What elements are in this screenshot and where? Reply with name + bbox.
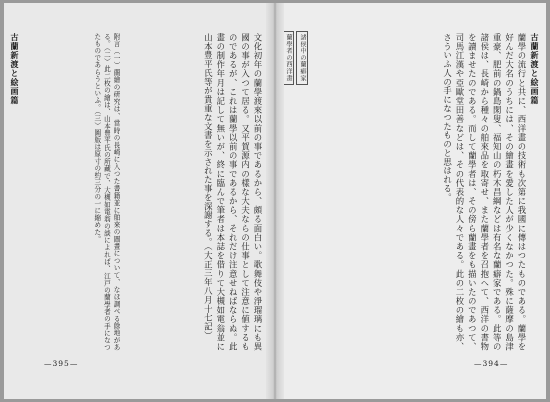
- page-number-right: —394—: [474, 359, 509, 368]
- book-gutter: [266, 3, 284, 399]
- left-body-text: [130, 33, 264, 351]
- running-head-left: 古蘭新渡と絵画篇: [10, 33, 20, 105]
- footnotes: [24, 33, 120, 351]
- sidenote-lords: 諸侯中の蘭癖家: [296, 31, 308, 85]
- right-body-paragraph: 蘭學の流行と共に、西洋畫の技術も次第に我國に傳はつたものである。蘭學を好んだ大名のうちには、その繪畫を愛した人が少くなかつた。殊に薩摩の島津重豪、肥前の鍋島閑叟、福知山の朽木昌綱などは有名な蘭癖家である。此等の諸侯は、長崎から種々の舶來品を取寄せ、また蘭學者を召抱へて、西洋の書物を讀ませたのである。而して蘭學者は、その傍ら蘭畫をも描いたのであつて、司馬江漢や亞歐堂田善などは、その代表的な人々である。此の二枚の繪も亦、さういふ人の手になつたものと思はれる。: [442, 33, 527, 351]
- right-page: [276, 3, 546, 399]
- running-head-right: 古蘭新渡と絵画篇: [530, 33, 540, 105]
- left-body-paragraph: 文化初年の蘭學渡來以前の事であるから、頗る面白い。歌舞伎や淨瑠璃にも異國の事が入つて居る。又平賀源内の樣な大夫ならの仕事として注意に値するものであるが、これは蘭學以前の事であるから、それだけ注意せねばならぬ。此畫の制作年月は記して無いが、終に臨んで筆者は本誌を借りて大槻如電翁並に山本豊平氏等が貴重な文書を示された事を深謝する。（大正三年八月十七記）: [203, 33, 263, 351]
- left-page: [4, 3, 272, 399]
- book-spread: [4, 3, 546, 399]
- right-body-text: [312, 33, 528, 351]
- page-number-left: —395—: [44, 359, 79, 368]
- notes-text: 附言（一）蘭繪の研究は、當時の長崎に入つた書籍並に舶來の圖畫について、なほ調べる餘地がある。（二）此二枚の繪は、山本豊平氏の所藏で、大槻如電翁の談によれば、江戸の蘭學者の手になつたものであらうといふ。（三）圖版は原寸の約三分の一に縮めた。: [92, 33, 120, 351]
- sidenote-scholars: 蘭學者の西洋畫: [282, 31, 294, 85]
